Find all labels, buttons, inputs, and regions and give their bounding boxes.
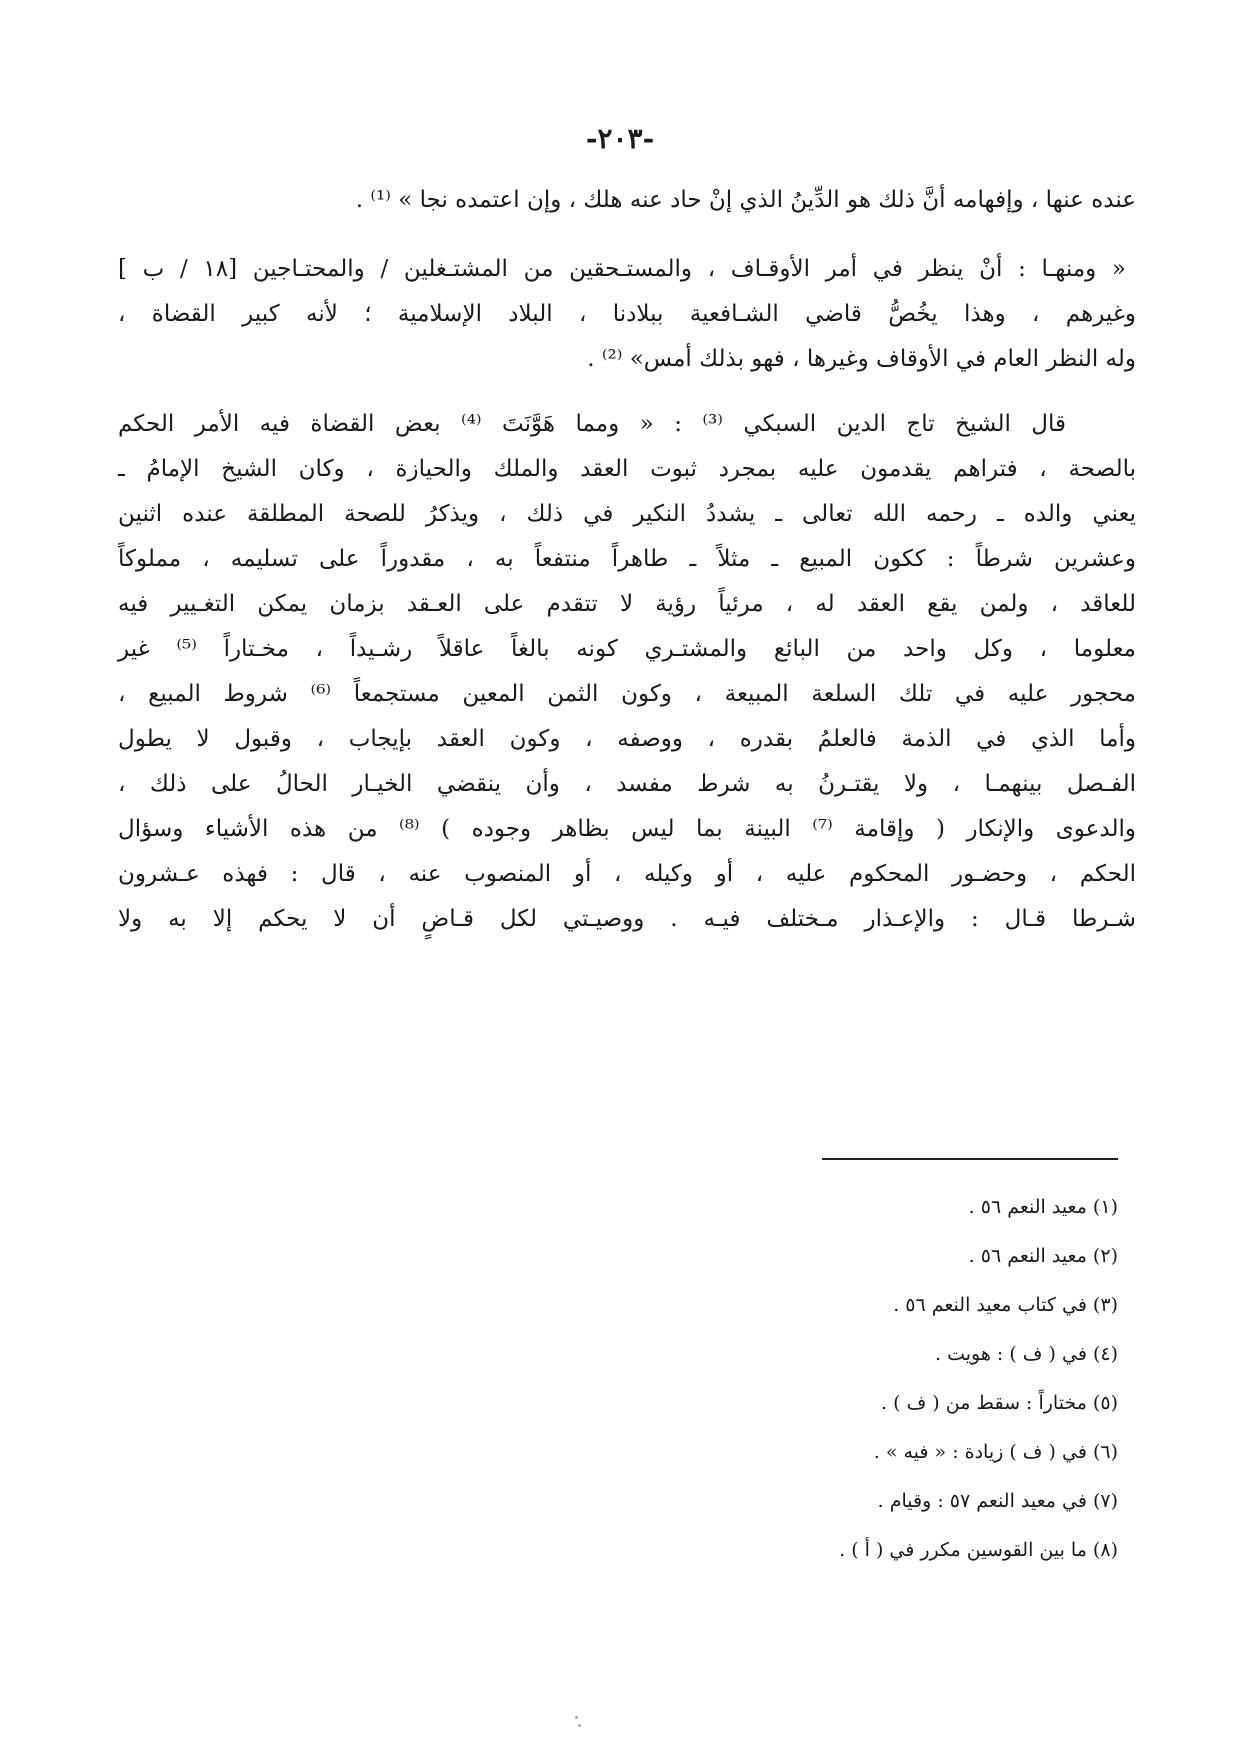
text-line: والدعوى والإنكار ( وإقامة ⁽⁷⁾ البينة بما ليس بظاهر وجوده ) ⁽⁸⁾ من هذه الأشياء وسؤال bbox=[118, 816, 1136, 842]
text-line: وأما الذي في الذمة فالعلمُ بقدره ، ووصفه ، وكون العقد بإيجاب ، وقبول لا يطول bbox=[118, 726, 1136, 752]
paragraph-1 bbox=[118, 178, 1136, 223]
footnote-4: (٤) في ( ف ) : هويت . bbox=[935, 1343, 1118, 1365]
text-line: عنده عنها ، وإفهامه أنَّ ذلك هو الدِّينُ الذي إنْ حاد عنه هلك ، وإن اعتمده نجا » ⁽¹⁾ . bbox=[355, 187, 1136, 213]
footnote-5: (٥) مختاراً : سقط من ( ف ) . bbox=[881, 1392, 1118, 1414]
text-line: الحكم ، وحضـور المحكوم عليه ، أو وكيله ، أو المنصوب عنه ، قال : فهذه عـشرون bbox=[118, 861, 1136, 887]
footnote-7: (٧) في معيد النعم ٥٧ : وقيام . bbox=[877, 1490, 1118, 1512]
text-line: الفـصل بينهمـا ، ولا يقتـرنُ به شرط مفسد ، وأن ينقضي الخيـار الحالُ على ذلك ، bbox=[118, 771, 1136, 797]
footnote-8: (٨) ما بين القوسين مكرر في ( أ ) . bbox=[839, 1539, 1118, 1561]
paragraph-3 bbox=[118, 402, 1136, 942]
footnote-3: (٣) في كتاب معيد النعم ٥٦ . bbox=[893, 1294, 1118, 1316]
text-line: للعاقد ، ولمن يقع العقد له ، مرئياً رؤية لا تتقدم على العـقد بزمان يمكن التغـيير فيه bbox=[118, 591, 1136, 617]
text-line: بالصحة ، فتراهم يقدمون عليه بمجرد ثبوت العقد والملك والحيازة ، وكان الشيخ الإمامُ ـ bbox=[118, 456, 1136, 482]
footnote-separator bbox=[822, 1158, 1118, 1160]
footnote-6: (٦) في ( ف ) زيادة : « فيه » . bbox=[873, 1441, 1118, 1463]
scan-speck bbox=[575, 1716, 578, 1719]
text-line: وله النظر العام في الأوقاف وغيرها ، فهو بذلك أمس» ⁽²⁾ . bbox=[587, 346, 1136, 372]
main-text bbox=[118, 178, 1136, 942]
text-line: قال الشيخ تاج الدين السبكي ⁽³⁾ : « ومما هَوَّنَتَ ⁽⁴⁾ بعض القضاة فيه الأمر الحكم bbox=[118, 411, 1067, 437]
text-line: « ومنهـا : أنْ ينظر في أمر الأوقـاف ، والمستـحقين من المشتـغلين / والمحتـاجين [١٨ / ب ] bbox=[118, 256, 1126, 282]
text-line: يعني والده ـ رحمه الله تعالى ـ يشددُ النكير في ذلك ، ويذكرُ للصحة المطلقة عنده اثنين bbox=[118, 501, 1136, 527]
scan-speck bbox=[578, 1724, 581, 1727]
text-line: معلوما ، وكل واحد من البائع والمشتـري كونه بالغاً عاقلاً رشـيداً ، مخـتاراً ⁽⁵⁾ غير bbox=[118, 636, 1136, 662]
text-line: وعشرين شرطاً : ككون المبيع ـ مثلاً ـ طاهراً منتفعاً به ، مقدوراً على تسليمه ، مملوكاً bbox=[118, 546, 1136, 572]
paragraph-2 bbox=[118, 247, 1136, 382]
text-line: شـرطا قـال : والإعـذار مـختلف فيـه . ووصيـتي لكل قـاضٍ أن لا يحكم إلا به ولا bbox=[118, 906, 1136, 932]
page-number: -٢٠٣- bbox=[585, 122, 655, 155]
text-line: وغيرهم ، وهذا يخُصُّ قاضي الشـافعية ببلادنا ، البلاد الإسلامية ؛ لأنه كبير القضاة ، bbox=[118, 301, 1136, 327]
footnote-1: (١) معيد النعم ٥٦ . bbox=[968, 1196, 1118, 1218]
footnotes bbox=[600, 1183, 1118, 1575]
text-line: محجور عليه في تلك السلعة المبيعة ، وكون الثمن المعين مستجمعاً ⁽⁶⁾ شروط المبيع ، bbox=[118, 681, 1136, 707]
footnote-2: (٢) معيد النعم ٥٦ . bbox=[968, 1245, 1118, 1267]
